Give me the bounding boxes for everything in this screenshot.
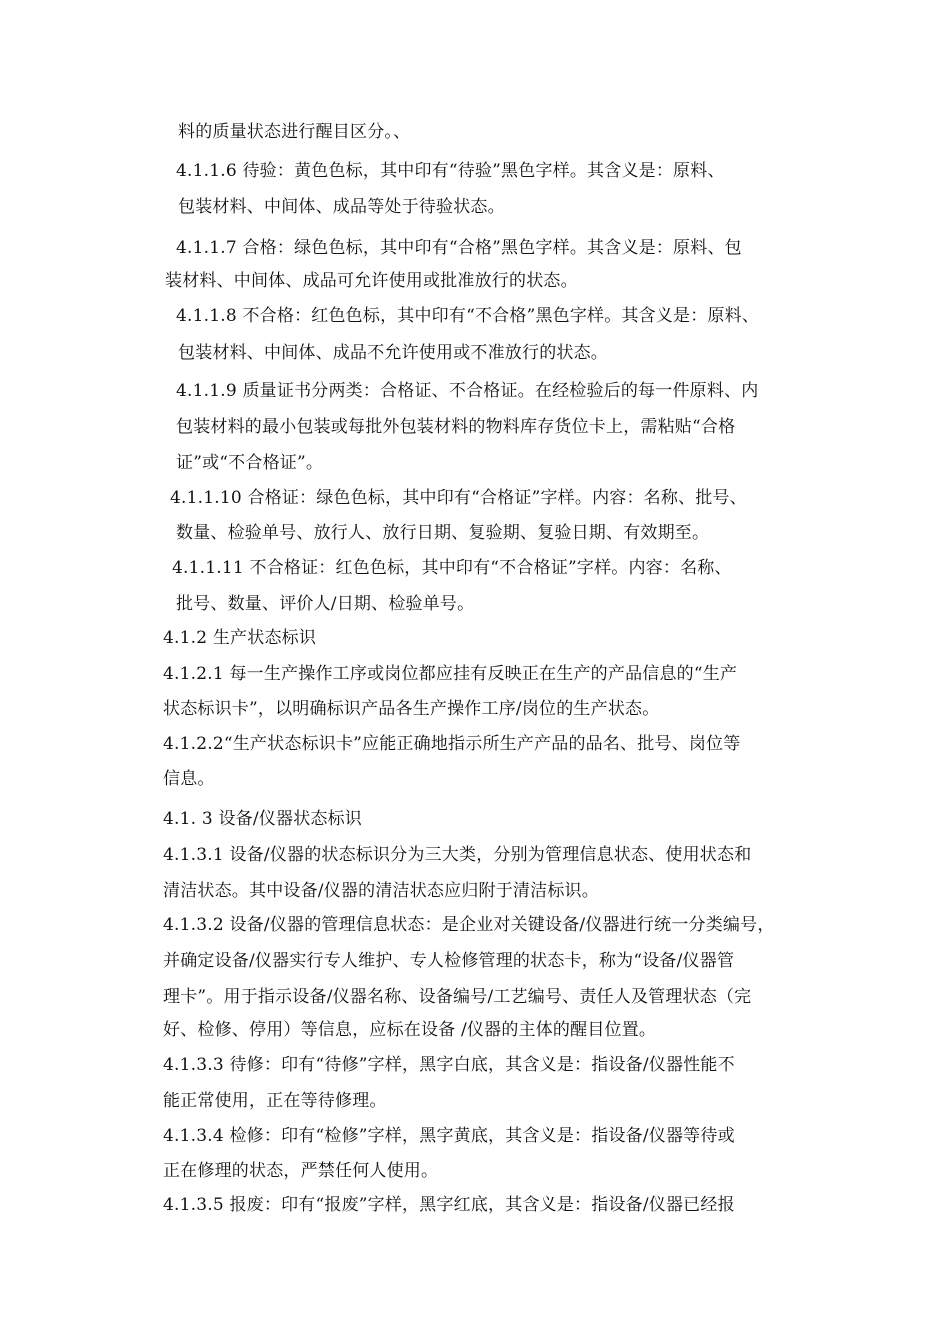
text-line: 4.1.3.4 检修：印有“检修”字样，黑字黄底，其含义是：指设备/仪器等待或 (163, 1126, 735, 1146)
text-line: 证”或“不合格证”。 (176, 453, 324, 473)
text-line: 4.1.2.1 每一生产操作工序或岗位都应挂有反映正在生产的产品信息的“生产 (163, 664, 738, 684)
section-heading: 4.1.2 生产状态标识 (163, 628, 317, 648)
text-line: 4.1.1.7 合格：绿色色标，其中印有“合格”黑色字样。其含义是：原料、包 (176, 238, 742, 258)
text-line: 4.1.3.5 报废：印有“报废”字样，黑字红底，其含义是：指设备/仪器已经报 (163, 1195, 735, 1215)
text-line: 4.1.1.8 不合格：红色色标，其中印有“不合格”黑色字样。其含义是：原料、 (176, 306, 760, 326)
text-line: 状态标识卡”，以明确标识产品各生产操作工序/岗位的生产状态。 (163, 699, 660, 719)
text-line: 数量、检验单号、放行人、放行日期、复验期、复验日期、有效期至。 (176, 523, 710, 543)
text-line: 能正常使用，正在等待修理。 (163, 1091, 387, 1111)
text-line: 清洁状态。其中设备/仪器的清洁状态应归附于清洁标识。 (163, 881, 599, 901)
text-line: 并确定设备/仪器实行专人维护、专人检修管理的状态卡，称为“设备/仪器管 (163, 951, 735, 971)
section-heading: 4.1. 3 设备/仪器状态标识 (163, 809, 362, 829)
text-line: 4.1.1.10 合格证：绿色色标，其中印有“合格证”字样。内容：名称、批号、 (170, 488, 747, 508)
text-line: 包装材料、中间体、成品等处于待验状态。 (178, 197, 505, 217)
text-line: 4.1.3.2 设备/仪器的管理信息状态：是企业对关键设备/仪器进行统一分类编号， (163, 915, 775, 935)
text-line: 信息。 (163, 769, 215, 789)
text-line: 好、检修、停用）等信息，应标在设备 /仪器的主体的醒目位置。 (163, 1020, 657, 1040)
text-line: 4.1.2.2“生产状态标识卡”应能正确地指示所生产产品的品名、批号、岗位等 (163, 734, 741, 754)
text-line: 批号、数量、评价人/日期、检验单号。 (176, 594, 475, 614)
text-line: 理卡”。用于指示设备/仪器名称、设备编号/工艺编号、责任人及管理状态（完 (163, 987, 752, 1007)
text-line: 料的质量状态进行醒目区分。、 (178, 122, 411, 142)
text-line: 包装材料的最小包装或每批外包装材料的物料库存货位卡上，需粘贴“合格 (176, 417, 736, 437)
text-line: 4.1.3.3 待修：印有“待修”字样，黑字白底，其含义是：指设备/仪器性能不 (163, 1055, 735, 1075)
text-line: 4.1.3.1 设备/仪器的状态标识分为三大类，分别为管理信息状态、使用状态和 (163, 845, 752, 865)
text-line: 正在修理的状态，严禁任何人使用。 (163, 1161, 439, 1181)
text-line: 装材料、中间体、成品可允许使用或批准放行的状态。 (165, 271, 578, 291)
text-line: 4.1.1.9 质量证书分两类：合格证、不合格证。在经检验后的每一件原料、内 (176, 381, 759, 401)
text-line: 4.1.1.11 不合格证：红色色标，其中印有“不合格证”字样。内容：名称、 (172, 558, 732, 578)
text-line: 4.1.1.6 待验：黄色色标，其中印有“待验”黑色字样。其含义是：原料、 (176, 161, 725, 181)
text-line: 包装材料、中间体、成品不允许使用或不准放行的状态。 (178, 343, 608, 363)
